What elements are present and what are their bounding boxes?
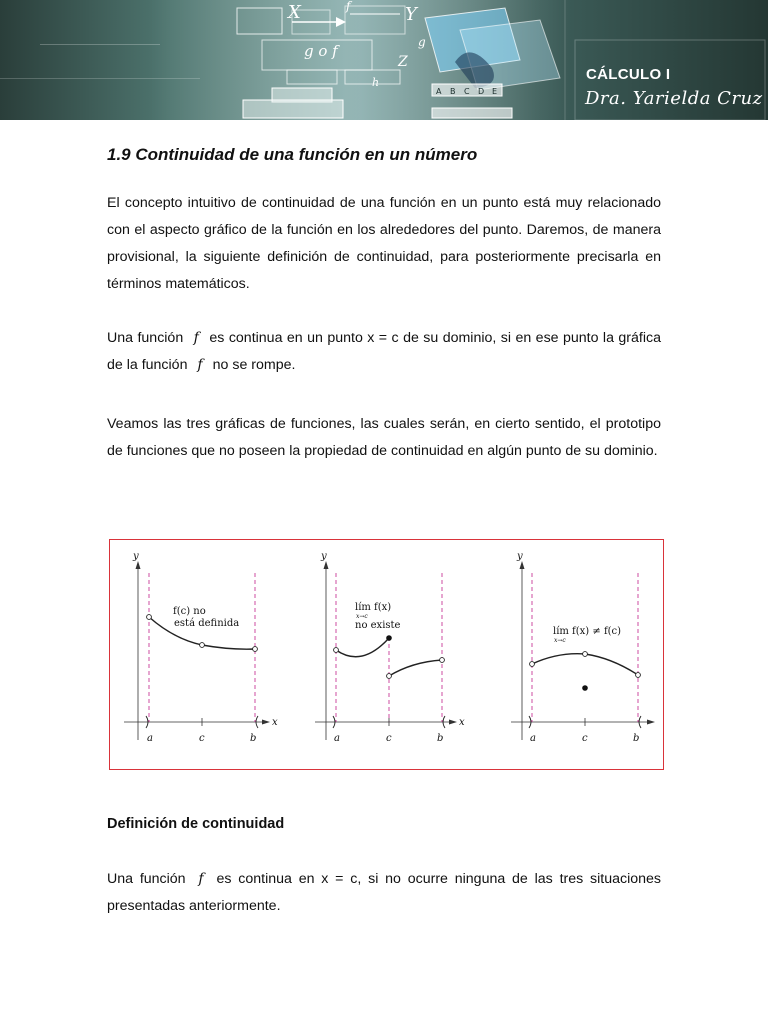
tick-label-b: b <box>437 733 444 744</box>
y-axis-label: y <box>133 551 139 562</box>
banner-symbol-gof: g o f <box>304 42 338 60</box>
def-text-b: es continua en x = c, si no ocurre ninguna de las tres situaciones presentadas anteriormente. <box>107 871 661 914</box>
y-axis-label: y <box>517 551 523 562</box>
function-symbol: f <box>198 871 204 887</box>
continuity-paragraph <box>107 325 661 379</box>
open-endpoint <box>530 662 535 667</box>
banner-symbol-x: X <box>288 2 301 23</box>
discontinuity-figure <box>109 539 664 770</box>
tick-label-c: c <box>386 733 392 744</box>
tick-label-c: c <box>199 733 205 744</box>
function-symbol: f <box>197 357 203 373</box>
banner-symbol-y: Y <box>405 4 417 25</box>
tick-label-b: b <box>250 733 257 744</box>
function-curve <box>532 654 638 675</box>
banner-cell-c: C <box>464 87 470 96</box>
open-endpoint <box>636 673 641 678</box>
graph3-lim: lím f(x) ≠ f(c) <box>553 626 622 637</box>
y-axis-label: y <box>321 551 327 562</box>
p2-text-b: es continua en un punto x = c de su dominio, si en ese punto la gráfica de la función <box>107 330 662 373</box>
left-branch-curve <box>336 638 389 657</box>
graph1-label-line1: f(c) no <box>173 606 206 617</box>
graph3-lim-sub: x→c <box>554 637 566 644</box>
open-endpoint <box>334 648 339 653</box>
banner-symbol-f: f <box>346 0 351 13</box>
open-endpoint <box>440 658 445 663</box>
prototypes-paragraph: Veamos las tres gráficas de funciones, las cuales serán, en cierto sentido, el prototipo de funciones que no poseen la propiedad de continuidad en algún punto de su dominio. <box>107 416 661 459</box>
x-axis-label: x <box>459 717 465 728</box>
open-endpoint <box>147 615 152 620</box>
p2-text-a: Una función <box>107 330 184 346</box>
header-banner <box>0 0 768 120</box>
graph-limit-not-exist <box>315 551 465 744</box>
discontinuity-graphs <box>110 540 665 771</box>
definition-paragraph <box>107 866 661 920</box>
closed-point <box>386 635 392 641</box>
intro-paragraph: El concepto intuitivo de continuidad de una función en un punto está muy relacionado con el aspecto gráfico de la función en los alrededores del punto. Daremos, de manera provisional, la siguiente definición de continuidad, para posteriormente precisarla en términos matemáticos. <box>107 195 661 292</box>
course-title: CÁLCULO I <box>586 66 671 83</box>
banner-cell-b: B <box>450 87 456 96</box>
author-name: Dra. Yarielda Cruz <box>585 88 763 109</box>
graph2-label-line2: no existe <box>355 620 401 631</box>
banner-cell-a: A <box>436 87 442 96</box>
banner-symbol-g: g <box>418 35 426 49</box>
hole-point <box>583 652 588 657</box>
graph-limit-not-equal <box>511 551 655 744</box>
p2-text-c: no se rompe. <box>212 357 296 373</box>
banner-cell-d: D <box>478 87 485 96</box>
def-text-a: Una función <box>107 871 186 887</box>
tick-label-a: a <box>147 733 153 744</box>
open-endpoint <box>253 647 258 652</box>
open-point <box>387 674 392 679</box>
definition-heading: Definición de continuidad <box>107 816 285 832</box>
graph2-lim: lím f(x) <box>355 602 392 613</box>
tick-label-b: b <box>633 733 640 744</box>
function-symbol: f <box>193 330 199 346</box>
graph2-lim-sub: x→c <box>356 613 368 620</box>
tick-label-c: c <box>582 733 588 744</box>
right-branch-curve <box>389 660 442 676</box>
section-title: 1.9 Continuidad de una función en un número <box>107 145 478 164</box>
banner-cell-e: E <box>492 87 498 96</box>
graph1-label-line2: está definida <box>174 618 240 629</box>
tick-label-a: a <box>334 733 340 744</box>
hole-point <box>200 643 205 648</box>
x-axis-label: x <box>272 717 278 728</box>
graph-undefined-point <box>124 551 278 744</box>
isolated-point <box>582 685 588 691</box>
tick-label-a: a <box>530 733 536 744</box>
banner-symbol-z: Z <box>398 54 408 70</box>
banner-symbol-h: h <box>372 76 380 89</box>
